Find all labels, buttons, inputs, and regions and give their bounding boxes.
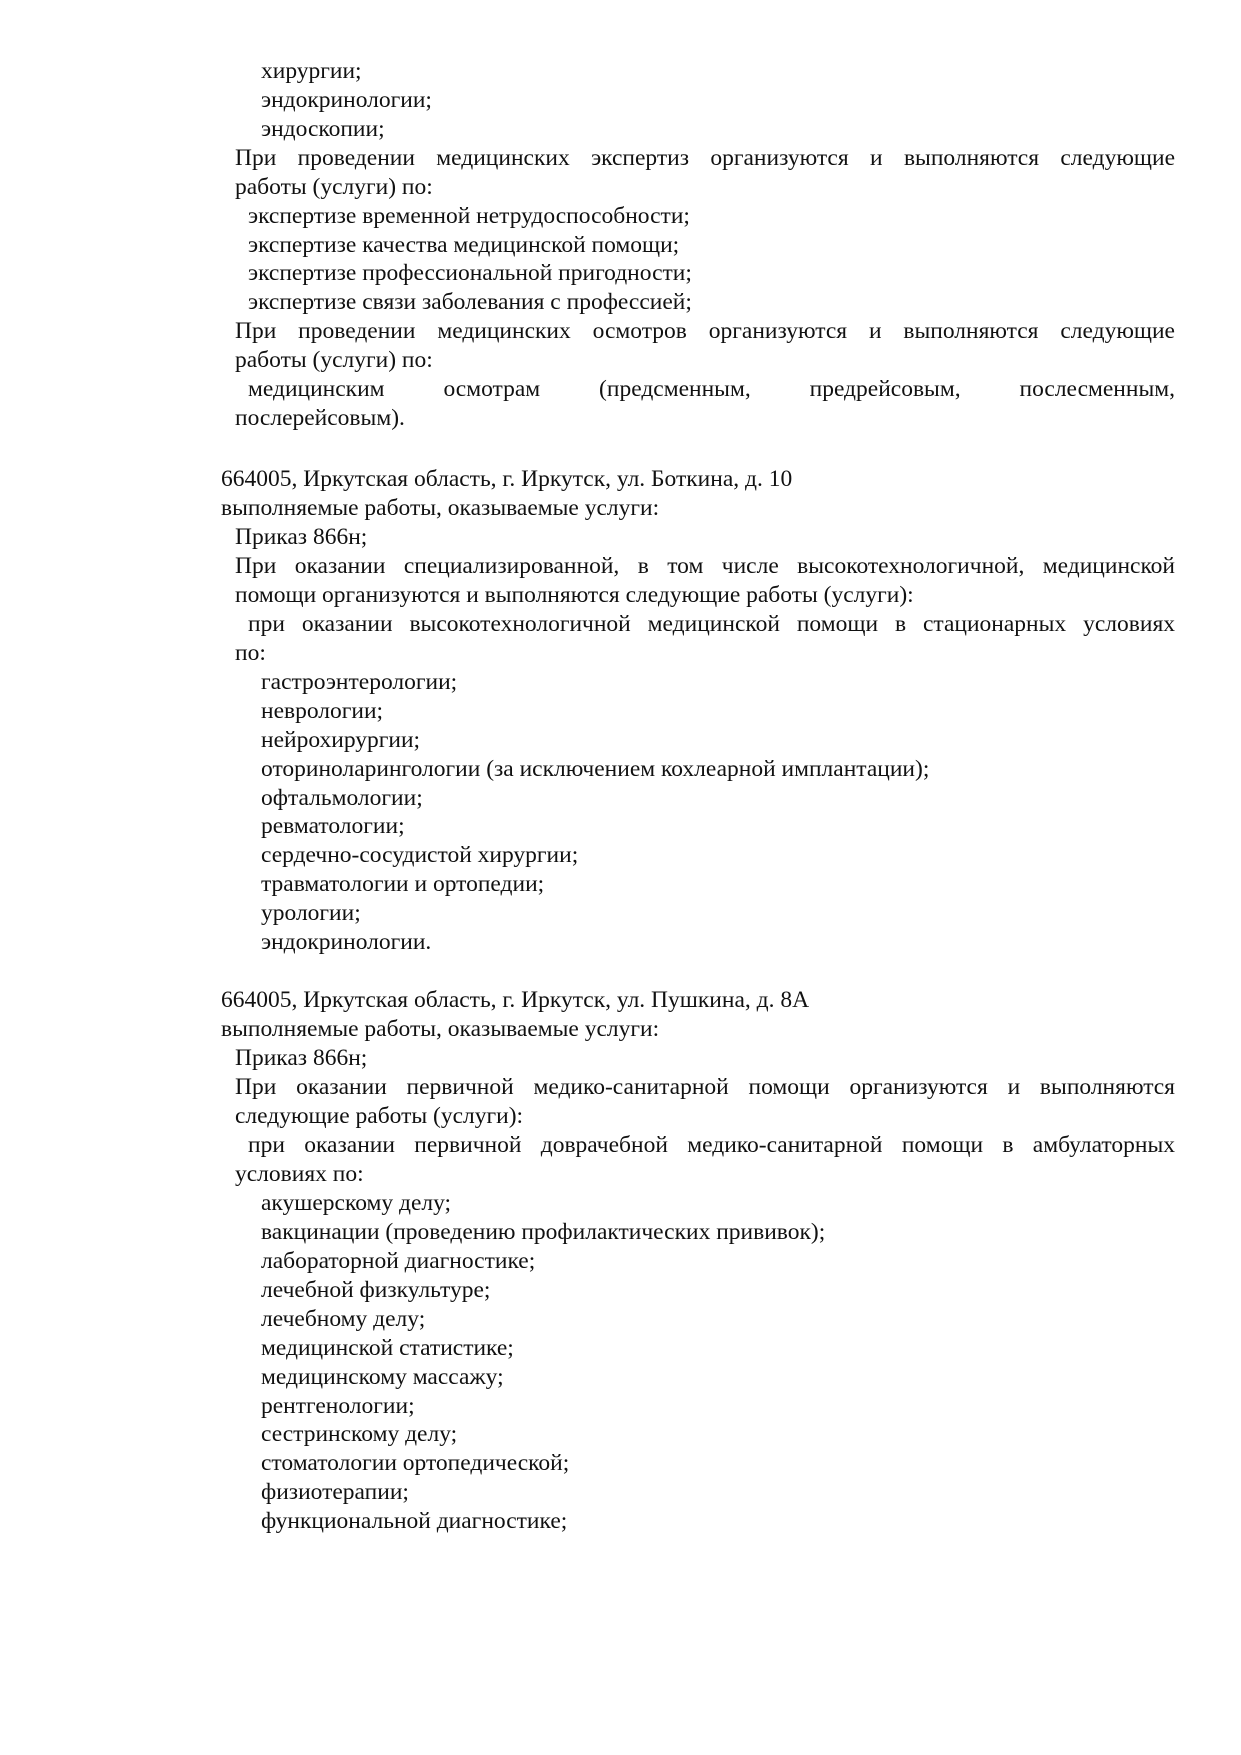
paragraph-end: помощи организуются и выполняются следующие работы (услуги): <box>235 582 914 608</box>
list-item: неврологии; <box>261 698 384 724</box>
paragraph-end: следующие работы (услуги): <box>235 1103 524 1129</box>
list-item: сердечно-сосудистой хирургии; <box>261 842 579 868</box>
list-item: стоматологии ортопедической; <box>261 1450 570 1476</box>
paragraph: При оказании первичной медико-санитарной помощи организуются и выполняются <box>235 1074 1175 1100</box>
list-item: сестринскому делу; <box>261 1421 458 1447</box>
sub-paragraph: при оказании высокотехнологичной медицинской помощи в стационарных условиях <box>248 611 1175 637</box>
list-item: офтальмологии; <box>261 785 423 811</box>
services-label: выполняемые работы, оказываемые услуги: <box>221 1016 660 1042</box>
list-item: лабораторной диагностике; <box>261 1248 536 1274</box>
paragraph: При оказании специализированной, в том числе высокотехнологичной, медицинской <box>235 553 1175 579</box>
list-item: хирургии; <box>261 58 362 84</box>
address: 664005, Иркутская область, г. Иркутск, ул. Пушкина, д. 8А <box>221 987 810 1013</box>
address: 664005, Иркутская область, г. Иркутск, ул. Боткина, д. 10 <box>221 466 793 492</box>
list-item: вакцинации (проведению профилактических прививок); <box>261 1219 826 1245</box>
list-item-end: послерейсовым). <box>235 405 405 431</box>
list-item: экспертизе связи заболевания с профессией; <box>248 289 692 315</box>
list-item: лечебной физкультуре; <box>261 1277 491 1303</box>
list-item: экспертизе качества медицинской помощи; <box>248 232 680 258</box>
list-item: травматологии и ортопедии; <box>261 871 545 897</box>
list-item: экспертизе временной нетрудоспособности; <box>248 203 690 229</box>
list-item: эндокринологии; <box>261 87 432 113</box>
list-item: рентгенологии; <box>261 1393 415 1419</box>
list-item: функциональной диагностике; <box>261 1508 568 1534</box>
list-item: эндокринологии. <box>261 929 432 955</box>
sub-paragraph-end: по: <box>235 640 266 666</box>
list-item: акушерскому делу; <box>261 1190 452 1216</box>
sub-paragraph: при оказании первичной доврачебной медико-санитарной помощи в амбулаторных <box>248 1132 1175 1158</box>
list-item: медицинским осмотрам (предсменным, предрейсовым, послесменным, <box>248 376 1175 402</box>
expertise-intro: При проведении медицинских экспертиз организуются и выполняются следующие <box>235 145 1175 171</box>
list-item: эндоскопии; <box>261 116 385 142</box>
exams-intro-end: работы (услуги) по: <box>235 347 433 373</box>
sub-paragraph-end: условиях по: <box>235 1161 364 1187</box>
list-item: урологии; <box>261 900 361 926</box>
list-item: ревматологии; <box>261 813 405 839</box>
order-reference: Приказ 866н; <box>235 524 368 550</box>
list-item: медицинской статистике; <box>261 1335 514 1361</box>
services-label: выполняемые работы, оказываемые услуги: <box>221 495 660 521</box>
order-reference: Приказ 866н; <box>235 1045 368 1071</box>
list-item: оториноларингологии (за исключением кохлеарной имплантации); <box>261 756 930 782</box>
list-item: медицинскому массажу; <box>261 1364 504 1390</box>
exams-intro: При проведении медицинских осмотров организуются и выполняются следующие <box>235 318 1175 344</box>
list-item: нейрохирургии; <box>261 727 421 753</box>
list-item: экспертизе профессиональной пригодности; <box>248 260 692 286</box>
list-item: гастроэнтерологии; <box>261 669 458 695</box>
list-item: физиотерапии; <box>261 1479 409 1505</box>
expertise-intro-end: работы (услуги) по: <box>235 174 433 200</box>
list-item: лечебному делу; <box>261 1306 426 1332</box>
